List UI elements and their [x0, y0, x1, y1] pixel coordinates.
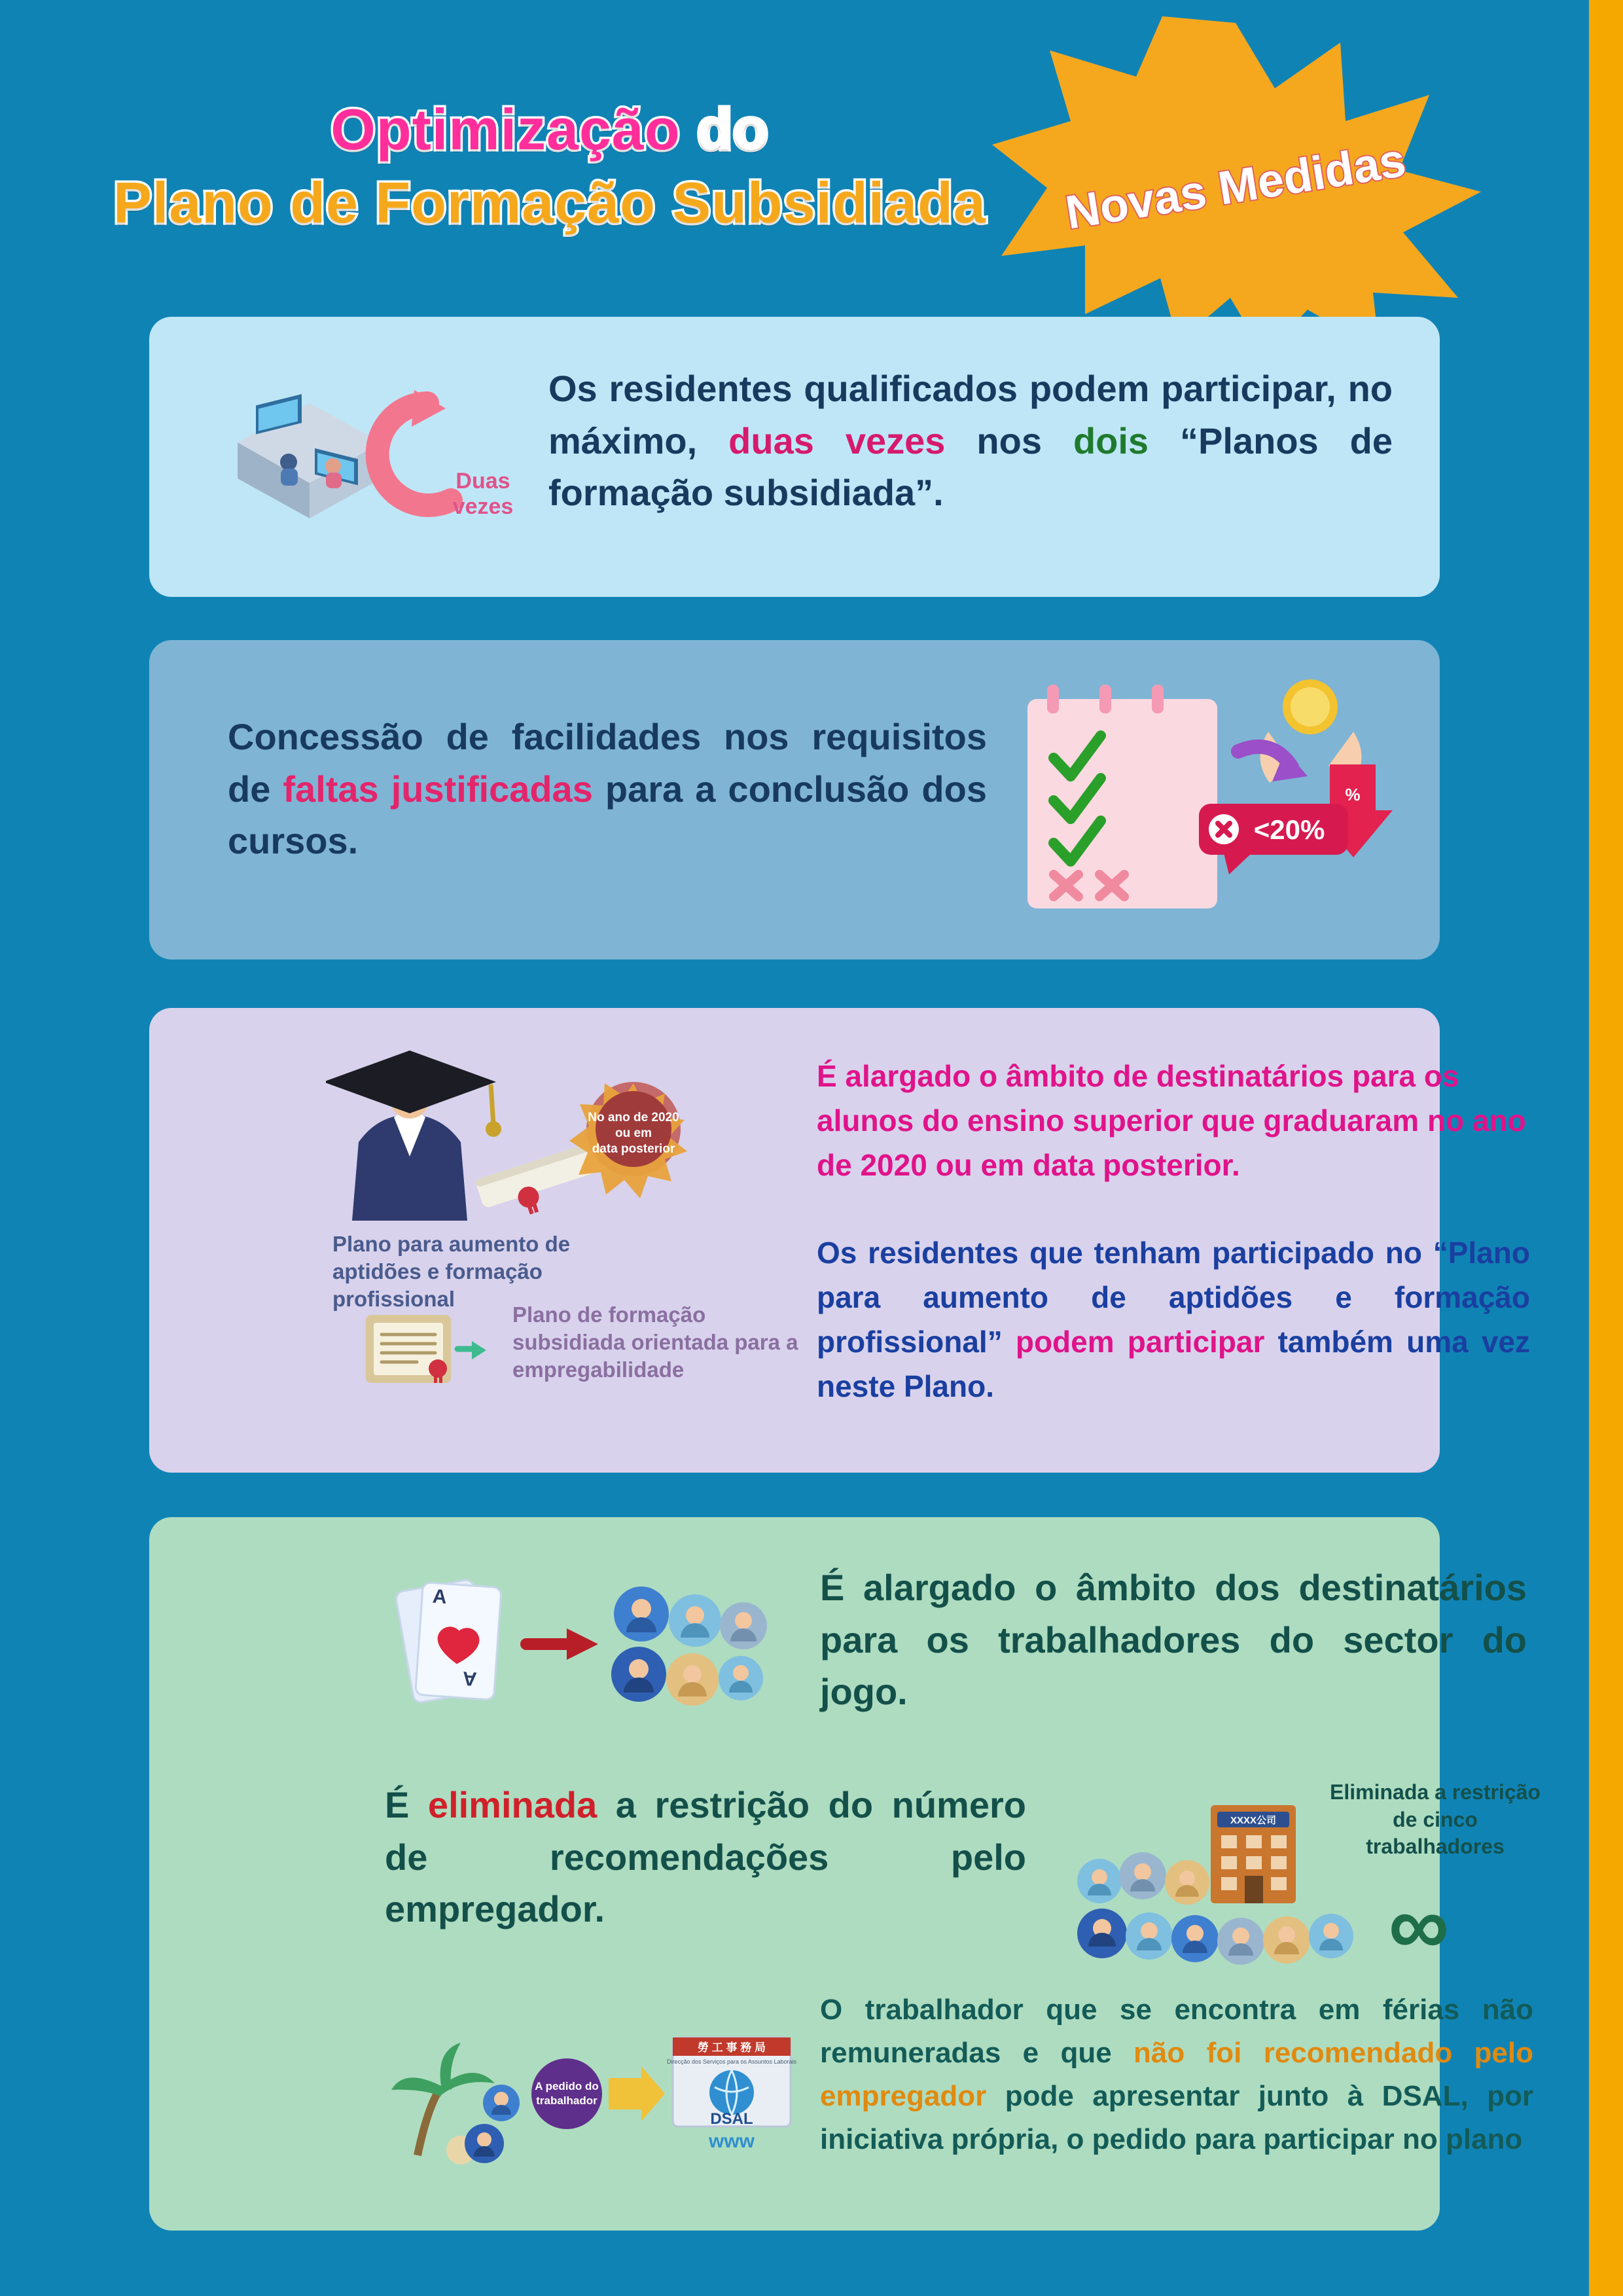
- card4-p2-highlight: eliminada: [427, 1784, 597, 1825]
- card4-p2-part1: É: [385, 1784, 428, 1825]
- svg-text:%: %: [1345, 785, 1361, 804]
- card1-text-part3: “Planos de formação subsidiada”.: [548, 420, 1393, 514]
- card2-text-part1: Concessão de facilidades nos requisitos de: [228, 716, 987, 810]
- page-title: [85, 98, 1014, 236]
- card-faltas-justificadas: [149, 640, 1440, 960]
- card4-p3-part2: pode apresentar junto à DSAL, por iniciativa própria, o pedido para participar no plano: [820, 2080, 1533, 2155]
- graduation-cap-icon: [326, 1044, 692, 1221]
- card4-note: Eliminada a restrição de cinco trabalhadores: [1330, 1780, 1541, 1859]
- checklist-coins-icon: [1008, 666, 1400, 928]
- playing-cards-icon: [385, 1563, 777, 1727]
- title-line-2: [85, 170, 1014, 236]
- card-sector-jogo: [149, 1517, 1541, 2231]
- card2-badge-text: <20%: [1253, 814, 1325, 845]
- novas-medidas-badge: [987, 16, 1484, 357]
- card-destinatarios-ensino-superior: [149, 1008, 1530, 1473]
- title-part-plano: Plano de Formação Subsidiada: [113, 170, 986, 236]
- card4-bubble-line2: trabalhador: [536, 2094, 597, 2107]
- card3-seal-line3: data posterior: [592, 1142, 675, 1156]
- duas-vezes-label-line2: vezes: [452, 494, 514, 520]
- card4-paragraph-1: É alargado o âmbito dos destinatários para os trabalhadores do sector do jogo.: [820, 1567, 1527, 1713]
- card3-paragraph-2: [817, 1230, 1530, 1408]
- dsal-request-icon: [385, 1998, 804, 2181]
- svg-text:A: A: [461, 1667, 478, 1690]
- card1-text-part2: nos: [945, 420, 1073, 461]
- card1-highlight-dois: dois: [1073, 420, 1149, 461]
- card3-p2-part1: Os residentes que tenham participado no “Plano para aumento de aptidões e formação profissional”: [817, 1236, 1530, 1359]
- duas-vezes-label-line1: Duas: [455, 469, 510, 493]
- card4-paragraph-3: [820, 1988, 1533, 2161]
- workers-infinity-icon: [1065, 1805, 1510, 1995]
- badge-text: Novas Medidas: [1061, 134, 1410, 240]
- certificate-icon: [362, 1306, 486, 1397]
- title-part-optimizacao: Optimização: [330, 97, 681, 162]
- title-part-do: do: [697, 97, 769, 162]
- card4-bubble-line1: A pedido do: [535, 2080, 599, 2092]
- card3-p2-highlight: podem participar: [1015, 1325, 1265, 1359]
- card4-p3-highlight: não foi recomendado pelo empregador: [820, 2037, 1533, 2112]
- card2-text-part2: para a conclusão dos cursos.: [228, 768, 987, 862]
- card3-p2-part2: também uma vez neste Plano.: [817, 1325, 1530, 1404]
- card4-p2-part2: a restrição do número de recomendações pelo empregador.: [385, 1784, 1026, 1930]
- card-duas-vezes: [149, 317, 1440, 597]
- card2-text: [228, 711, 987, 867]
- right-accent-bar: [1589, 0, 1623, 2296]
- office-loop-icon: [218, 364, 519, 547]
- title-line-1: [85, 98, 1014, 160]
- badge-text-wrap: [987, 16, 1484, 357]
- infinity-symbol: ∞: [1388, 1877, 1450, 1973]
- card2-highlight-faltas: faltas justificadas: [283, 768, 593, 810]
- card1-text: [548, 363, 1393, 519]
- card4-paragraph-2: [385, 1779, 1026, 1935]
- card3-caption-1: Plano para aumento de aptidões e formação profissional: [332, 1232, 571, 1312]
- card4-building-label: XXXX公司: [1230, 1815, 1277, 1826]
- card3-caption-2: Plano de formação subsidiada orientada para a empregabilidade: [512, 1302, 798, 1382]
- header: [0, 46, 1589, 321]
- card3-seal-line1: No ano de 2020: [588, 1111, 679, 1124]
- dsal-label: DSAL: [710, 2110, 753, 2128]
- card1-text-part1: Os residentes qualificados podem participar, no máximo,: [548, 368, 1393, 461]
- duas-vezes-label: [434, 469, 532, 520]
- dsal-sub-label: Direcção dos Serviços para os Assuntos Laborais: [666, 2058, 797, 2065]
- dsal-cn-label: 勞 工 事 務 局: [698, 2041, 766, 2054]
- card3-paragraph-1: É alargado o âmbito de destinatários para os alunos do ensino superior que graduaram no ano de 2020 ou em data posterior.: [817, 1059, 1526, 1183]
- dsal-www-label: www: [708, 2130, 755, 2152]
- svg-text:A: A: [431, 1585, 448, 1609]
- card4-p3-part1: O trabalhador que se encontra em férias não remuneradas e que: [820, 1994, 1533, 2069]
- card1-highlight-duas-vezes: duas vezes: [728, 420, 946, 461]
- card3-seal-line2: ou em: [615, 1126, 652, 1140]
